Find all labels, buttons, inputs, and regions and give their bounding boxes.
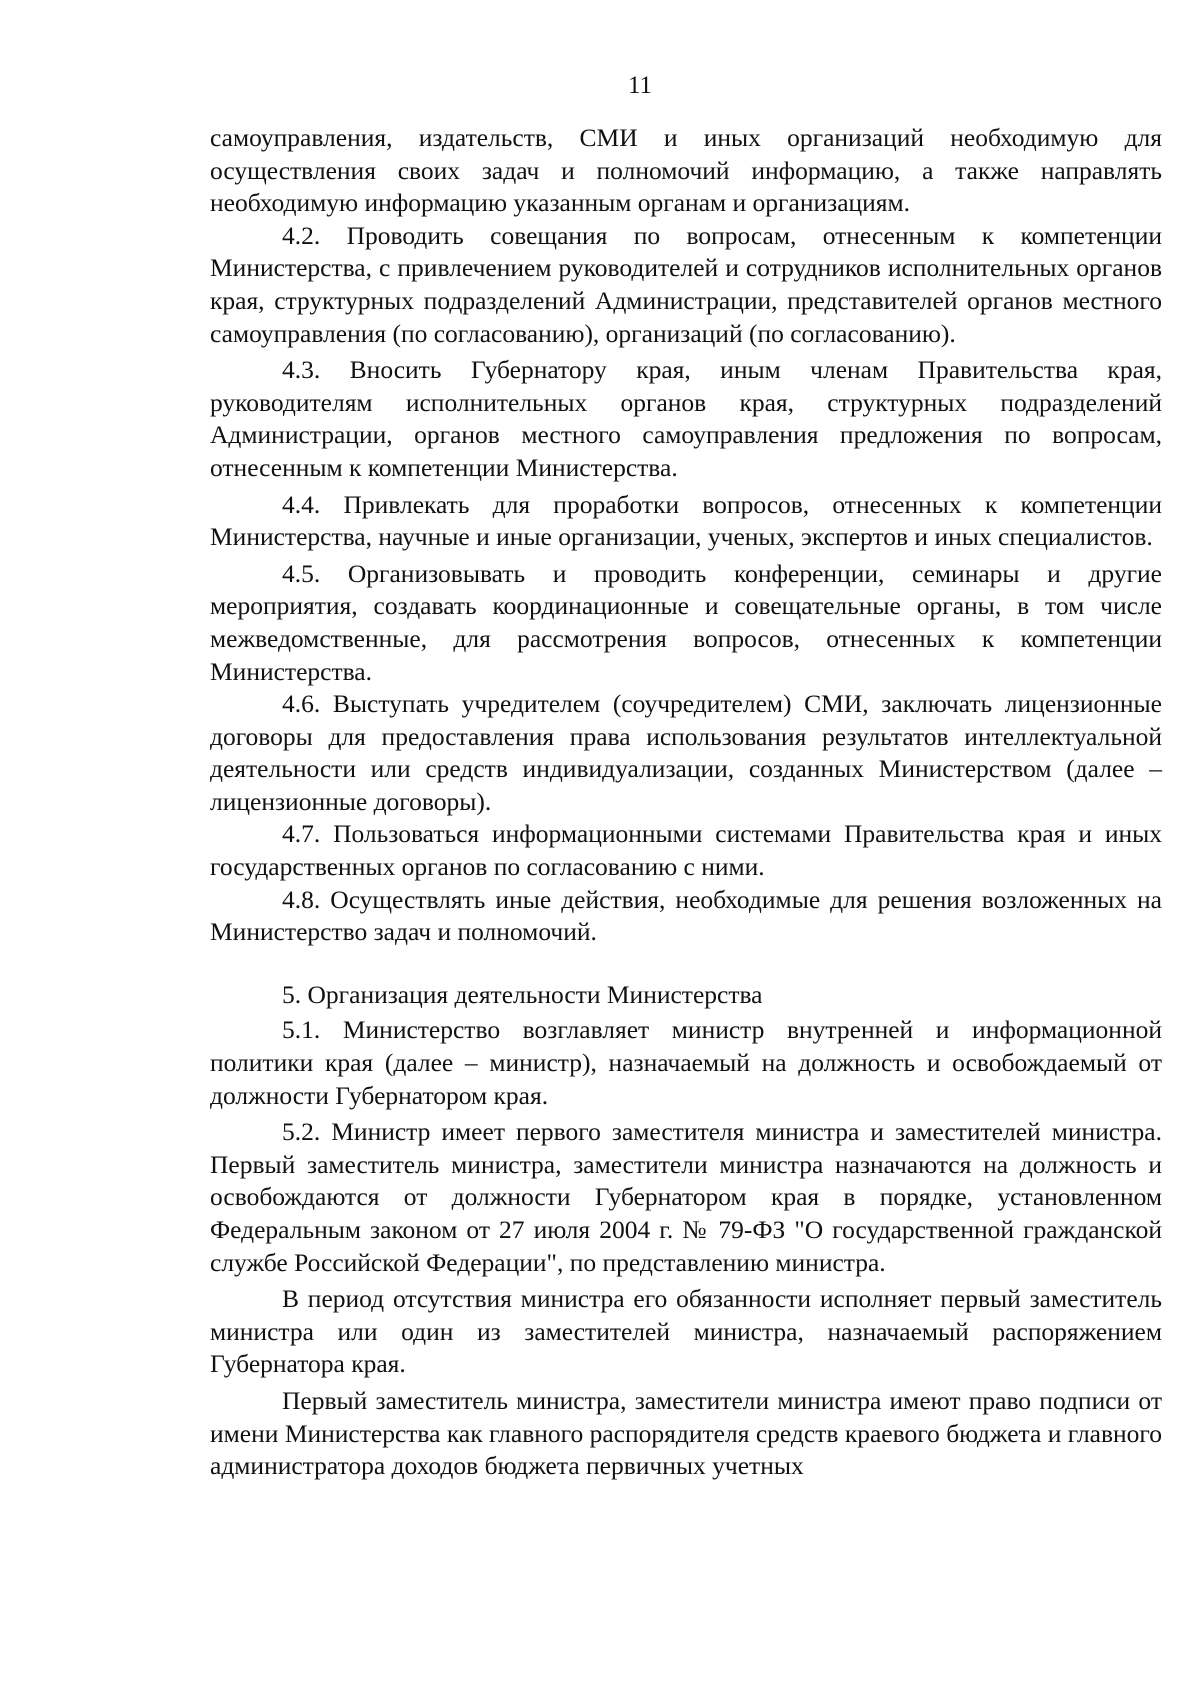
- document-body: [210, 122, 1162, 1483]
- paragraph-4-8: 4.8. Осуществлять иные действия, необходимые для решения возложенных на Министерство задач и полномочий.: [210, 884, 1162, 947]
- paragraph-4-4: 4.4. Привлекать для проработки вопросов, отнесенных к компетенции Министерства, научные и иные организации, ученых, экспертов и иных специалистов.: [210, 489, 1162, 552]
- paragraph-4-6: 4.6. Выступать учредителем (соучредителем) СМИ, заключать лицензионные договоры для предоставления права использования результатов интеллектуальной деятельности или средств индивидуализации, созданных Министерством (далее – лицензионные договоры).: [210, 689, 1162, 816]
- paragraph-5-2: 5.2. Министр имеет первого заместителя министра и заместителей министра. Первый заместитель министра, заместители министра назначаются на должность и освобождаются от должности Губернатором края в порядке, установленном Федеральным законом от 27 июля 2004 г. № 79-ФЗ "О государственной гражданской службе Российской Федерации", по представлению министра.: [210, 1117, 1162, 1277]
- paragraph-4-5: 4.5. Организовывать и проводить конференции, семинары и другие мероприятия, создавать координационные и совещательные органы, в том числе межведомственные, для рассмотрения вопросов, отнесенных к компетенции Министерства.: [210, 558, 1162, 686]
- paragraph-continuation: самоуправления, издательств, СМИ и иных организаций необходимую для осуществления своих задач и полномочий информацию, а также направлять необходимую информацию указанным органам и организациям.: [210, 123, 1162, 218]
- paragraph-5-1: 5.1. Министерство возглавляет министр внутренней и информационной политики края (далее – министр), назначаемый на должность и освобождаемый от должности Губернатором края.: [210, 1015, 1162, 1110]
- paragraph-4-3: 4.3. Вносить Губернатору края, иным членам Правительства края, руководителям исполнительных органов края, структурных подразделений Администрации, органов местного самоуправления предложения по вопросам, отнесенным к компетенции Министерства.: [210, 355, 1162, 482]
- paragraph-4-2: 4.2. Проводить совещания по вопросам, отнесенным к компетенции Министерства, с привлечением руководителей и сотрудников исполнительных органов края, структурных подразделений Администрации, представителей органов местного самоуправления (по согласованию), организаций (по согласованию).: [210, 220, 1162, 348]
- paragraph-4-7: 4.7. Пользоваться информационными системами Правительства края и иных государственных органов по согласованию с ними.: [210, 819, 1162, 882]
- section-heading: 5. Организация деятельности Министерства: [282, 979, 763, 1009]
- paragraph-signature-right: Первый заместитель министра, заместители министра имеют право подписи от имени Министерства как главного распорядителя средств краевого бюджета и главного администратора доходов бюджета первичных учетных: [210, 1385, 1162, 1481]
- paragraph-acting-minister: В период отсутствия министра его обязанности исполняет первый заместитель министра или один из заместителей министра, назначаемый распоряжением Губернатора края.: [210, 1284, 1162, 1379]
- page-number: 11: [627, 72, 653, 99]
